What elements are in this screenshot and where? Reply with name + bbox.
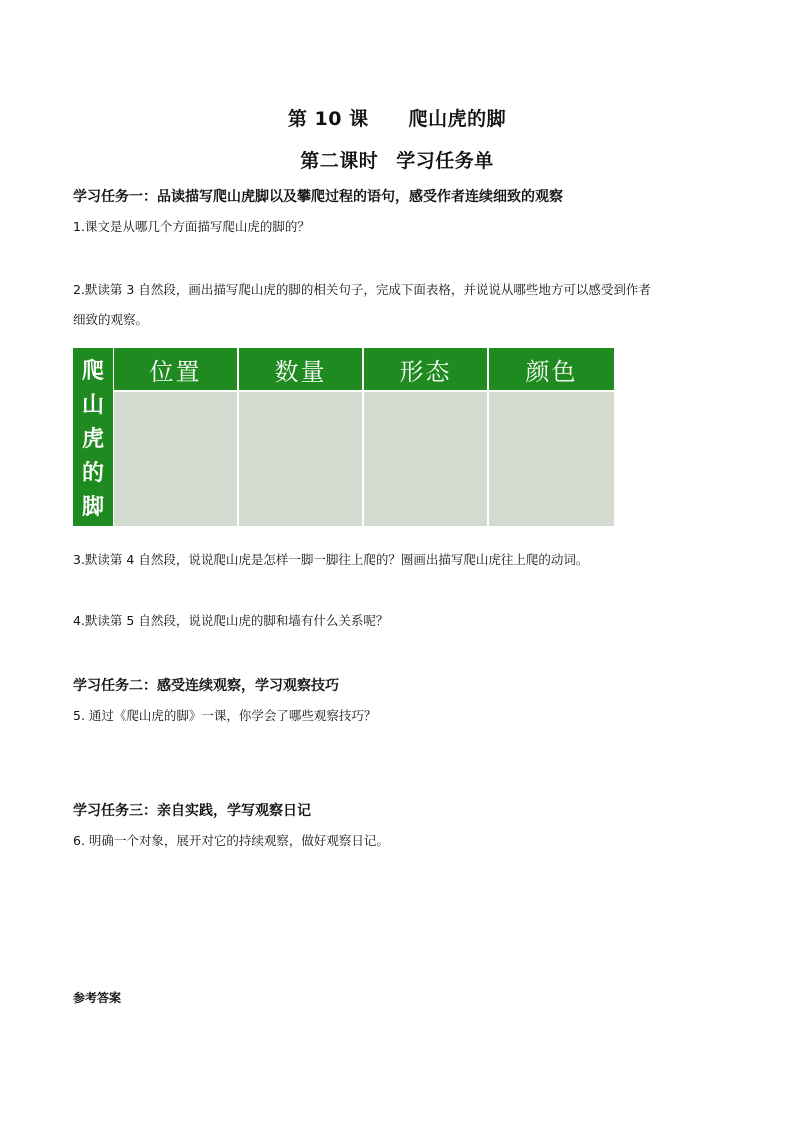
task2-heading: 学习任务二：感受连续观察，学习观察技巧 [73,678,339,694]
header-shape: 形态 [364,348,489,390]
header-position: 位置 [114,348,239,390]
question-2-line-2: 细致的观察。 [73,312,149,327]
answer-cell-shape[interactable] [364,392,489,526]
observation-table [73,348,614,526]
period-label: 第二课时 [300,150,379,172]
table-side-label [73,348,113,526]
task1-heading: 学习任务一：品读描写爬山虎脚以及攀爬过程的语句，感受作者连续细致的观察 [73,189,563,205]
side-char: 山 [81,392,104,418]
question-2-line-1: 2.默读第 3 自然段，画出描写爬山虎的脚的相关句子，完成下面表格，并说说从哪些地方可以感受到作者 [73,282,651,297]
question-1: 1.课文是从哪几个方面描写爬山虎的脚的？ [73,219,310,234]
task3-heading: 学习任务三：亲自实践，学写观察日记 [73,803,311,819]
lesson-name: 爬山虎的脚 [408,108,507,130]
question-2 [73,275,733,335]
sheet-title [0,146,794,173]
side-char: 的 [81,460,104,486]
answer-cell-color[interactable] [489,392,614,526]
sheet-label: 学习任务单 [396,150,494,172]
header-color: 颜色 [489,348,614,390]
question-4: 4.默读第 5 自然段，说说爬山虎的脚和墙有什么关系呢？ [73,613,389,628]
lesson-title [0,104,794,131]
side-char: 脚 [81,494,104,520]
answer-cell-position[interactable] [114,392,239,526]
question-6: 6. 明确一个对象，展开对它的持续观察，做好观察日记。 [73,833,389,848]
question-5: 5. 通过《爬山虎的脚》一课，你学会了哪些观察技巧？ [73,708,377,723]
side-char: 虎 [81,426,104,452]
question-3: 3.默读第 4 自然段，说说爬山虎是怎样一脚一脚往上爬的？圈画出描写爬山虎往上爬的动词。 [73,552,589,567]
reference-answers-label: 参考答案 [73,991,122,1005]
side-char: 爬 [81,358,104,384]
answer-cell-quantity[interactable] [239,392,364,526]
header-quantity: 数量 [239,348,364,390]
lesson-number: 第 10 课 [287,108,369,130]
